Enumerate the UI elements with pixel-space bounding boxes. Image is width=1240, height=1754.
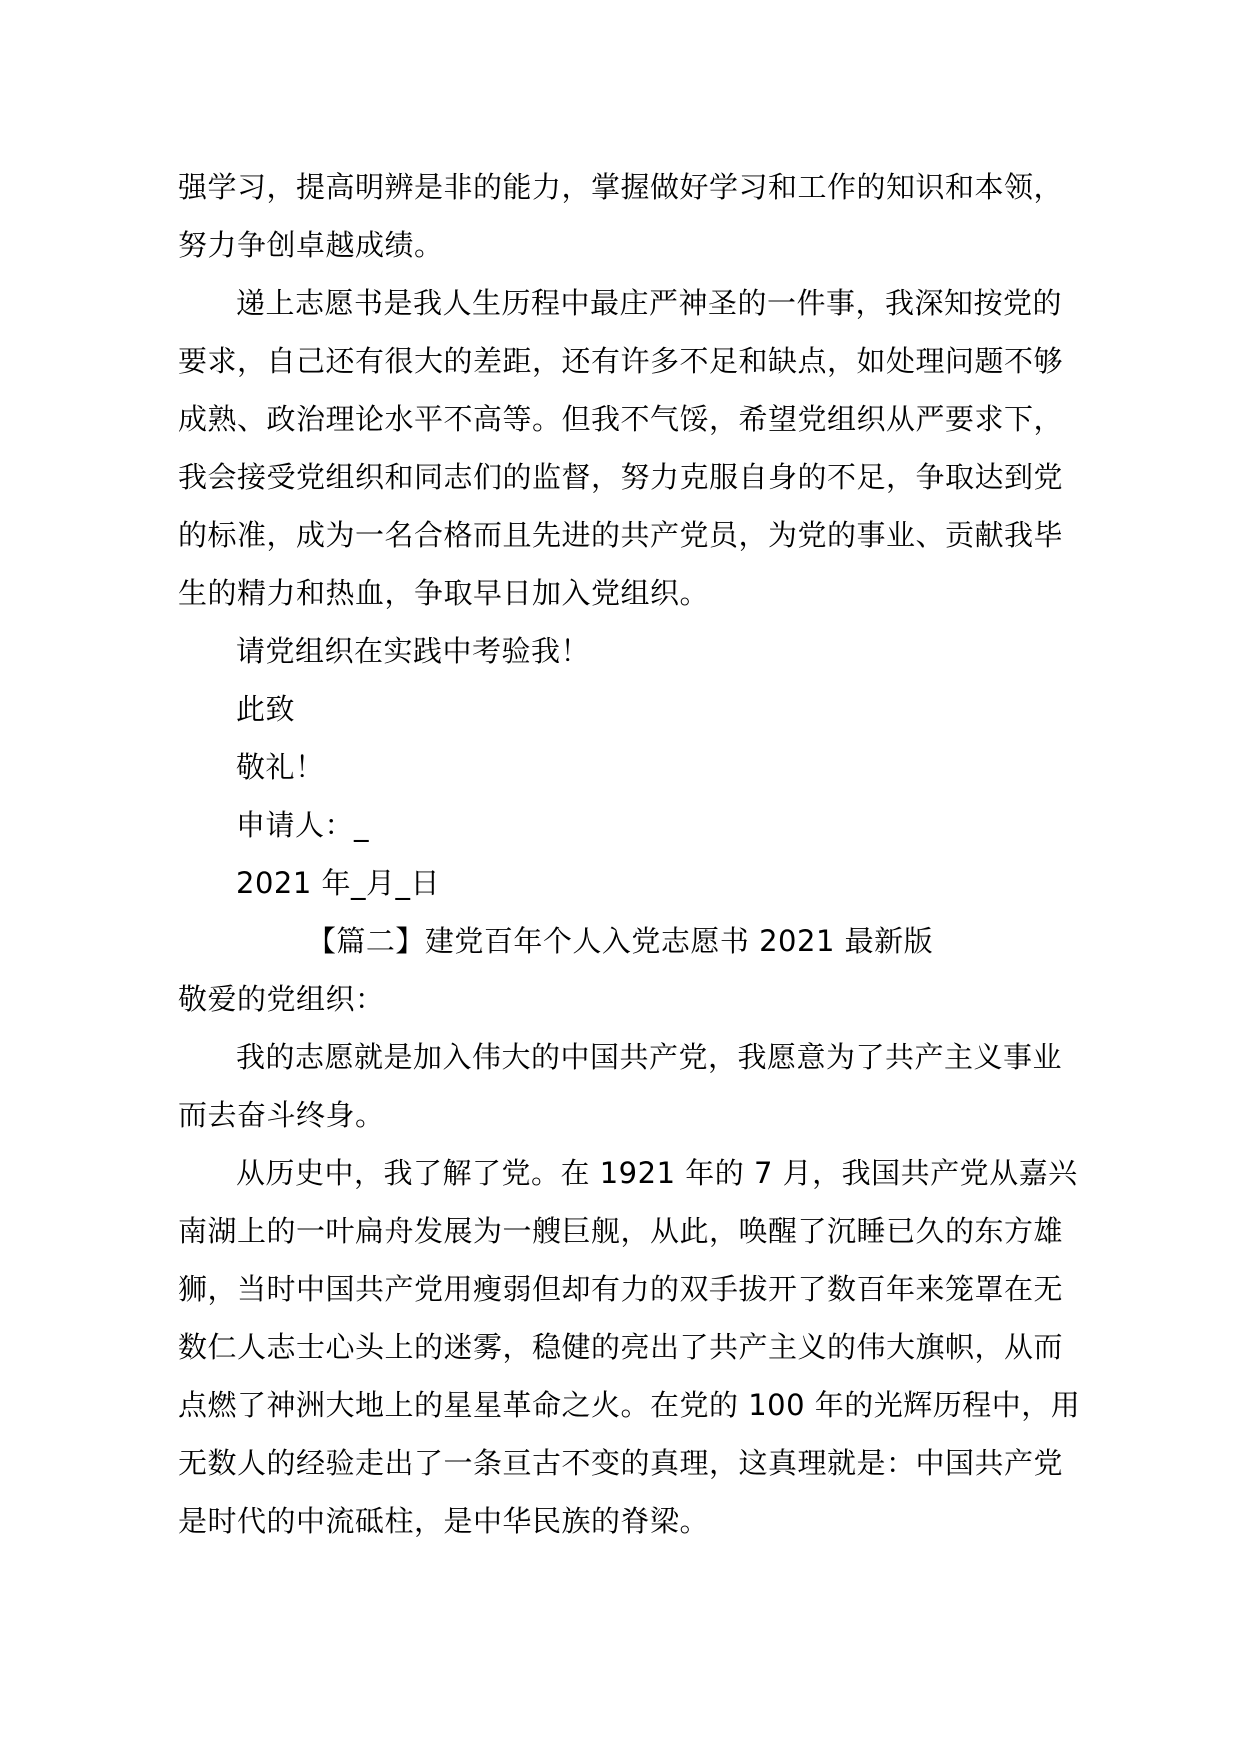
- closing-line: 此致: [236, 692, 296, 726]
- section-heading: 【篇二】建党百年个人入党志愿书 2021 最新版: [306, 924, 934, 958]
- document-page: [178, 158, 1081, 1550]
- greeting-line: 敬爱的党组织：: [178, 982, 385, 1016]
- text-line: 我的志愿就是加入伟大的中国共产党，我愿意为了共产主义事业: [236, 1040, 1063, 1074]
- text-line: 的标准，成为一名合格而且先进的共产党员，为党的事业、贡献我毕: [178, 518, 1064, 552]
- text-line: 无数人的经验走出了一条亘古不变的真理，这真理就是：中国共产党: [178, 1446, 1064, 1480]
- text-line: 狮，当时中国共产党用瘦弱但却有力的双手拔开了数百年来笼罩在无: [178, 1272, 1064, 1306]
- text-line: 数仁人志士心头上的迷雾，稳健的亮出了共产主义的伟大旗帜，从而: [178, 1330, 1064, 1364]
- text-line: 是时代的中流砥柱，是中华民族的脊梁。: [178, 1504, 710, 1538]
- applicant-line: 申请人：_: [236, 808, 370, 842]
- text-line: 从历史中，我了解了党。在 1921 年的 7 月，我国共产党从嘉兴: [236, 1156, 1078, 1190]
- text-line: 生的精力和热血，争取早日加入党组织。: [178, 576, 710, 610]
- text-line: 我会接受党组织和同志们的监督，努力克服自身的不足，争取达到党: [178, 460, 1064, 494]
- text-line: 点燃了神洲大地上的星星革命之火。在党的 100 年的光辉历程中，用: [178, 1388, 1081, 1422]
- text-line: 努力争创卓越成绩。: [178, 228, 444, 262]
- text-line: 成熟、政治理论水平不高等。但我不气馁，希望党组织从严要求下，: [178, 402, 1064, 436]
- text-line: 递上志愿书是我人生历程中最庄严神圣的一件事，我深知按党的: [236, 286, 1063, 320]
- text-line: 请党组织在实践中考验我！: [236, 634, 591, 668]
- text-line: 要求，自己还有很大的差距，还有许多不足和缺点，如处理问题不够: [178, 344, 1064, 378]
- text-line: 强学习，提高明辨是非的能力，掌握做好学习和工作的知识和本领，: [178, 170, 1064, 204]
- text-line: 而去奋斗终身。: [178, 1098, 385, 1132]
- salutation-line: 敬礼！: [236, 750, 325, 784]
- date-line: 2021 年_月_日: [236, 866, 441, 900]
- text-line: 南湖上的一叶扁舟发展为一艘巨舰，从此，唤醒了沉睡已久的东方雄: [178, 1214, 1064, 1248]
